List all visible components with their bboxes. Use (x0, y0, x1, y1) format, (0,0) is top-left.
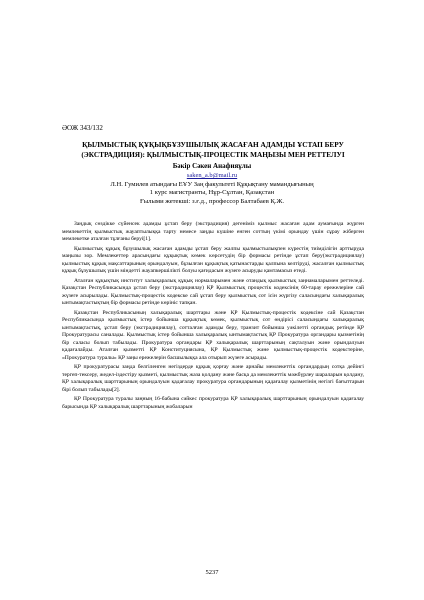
body-paragraph: ҚР прокуратурасы заңда белгіленген негіздерде құқық қорғау және арнайы мемлекеттік органдардың сотқа дейінгі тергеп-тексеру, жедел-іздестіру қызметі, қылмыстық жаза қолдану және басқа да мемлекеттік мәжбүрлеу шараларын қолдану, ҚР халықаралық шарттарының орындалуын қадағалау прокуратура органдарының қадағалау қызметінің негізгі бағыттарын бірі болып табылады[2]. (62, 364, 364, 393)
body-paragraph: Қылмыстық құқық бұзушылық жасаған адамды ұстап беру жалпы қылмыстылықпен күрестің тиімділігін арттыруда маңызы зор. Мемлекеттер арасындағы құқықтық көмек көрсетудің бір формасы ретінде ұстап беру(экстрадициялау) қылмыстық құқық мақсаттарының орындалуын, бұзылған құқықтық қатынастарды қалпына келтіруді, жасалған қылмыстық құқық бұзушылық үшін міндетті жауапкершілікті болуы қағидасын жүзеге асыруды қамтамасыз етеді. (62, 245, 364, 274)
udc-code: ӘОЖ 343/132 (62, 124, 103, 132)
affiliation-block (0, 181, 424, 206)
affiliation-line: Л.Н. Гумилев атындағы ЕҰУ Заң факультеті Құқықтану мамандығының (110, 181, 314, 188)
page-number: 5237 (205, 569, 219, 576)
author-name: Бәкір Сәкен Анафияұлы (172, 162, 252, 170)
article-body (62, 221, 364, 413)
body-paragraph: ҚР Прокуратура туралы заңның 16-бабына сәйкес прокуратура ҚР халықаралық шарттарының орындалуын қадағалау барысында ҚР халықаралық шарттарының жобаларын (62, 396, 364, 410)
body-paragraph: Қазақстан Республикасының халықаралық шарттары және ҚР Қылмыстық-процестік кодексіне сай Қазақстан Республикасында қылмыстық істер бойынша құқықтық көмек, қылмыстық сот өндірісі саласындағы халықаралық ынтымақтастық, ұстап беру (экстрадициялау), сотталған адамды беру, транзит бойынша уәкілетті органдық ретінде ҚР Прокуратурасы саналады. Қылмыстық істер бойынша халықаралық ынтымақтастық ҚР Прокуратура органдары қызметінің бір саласы болып табылады. Прокуратура органдары ҚР халықаралық шарттарының сақталуын және орындалуын қадағалайды. Аталған қызметті ҚР Конституциясына, ҚР Қылмыстық және қылмыстық-процестік кодекстеріне, «Прокуратура туралы» ҚР заңы ережелерін басшылыққа ала отырып жүзеге асырады. (62, 309, 364, 361)
affiliation-line: 1 курс магистранты, Нұр-Сұлтан, Қазақстан (149, 189, 275, 197)
affiliation-line: Ғылыми жетекші: з.ғ.д., профессор Балтабаев Қ.Ж. (139, 197, 285, 205)
article-title: ҚЫЛМЫСТЫҚ ҚҰҚЫҚБҰЗУШЫЛЫҚ ЖАСАҒАН АДАМДЫ ҰСТАП БЕРУ (ЭКСТРАДИЦИЯ): ҚЫЛМЫСТЫҚ-ПРОЦЕСТІК МАҢЫЗЫ МЕН РЕТТЕЛУІ (81, 140, 345, 159)
body-paragraph: Заңдық сөздікке сүйенсек адамды ұстап беру (экстрадиция) дегеніміз қылмыс жасаған адам аумағында жүрген мемлекеттің қылмыстық жауаптылыққа тарту немесе заңды күшіне енген соттың үкімі орындау үшін сұрау жіберген мемлекетке аталған тұлғаны беруі[1]. (62, 221, 364, 242)
author-email-link[interactable]: saken_a.b@mail.ru (186, 172, 238, 179)
body-paragraph: Аталған құқықтық институт халықаралық құқық нормаларымен және отандық қылмыстық заңнамаларымен реттеледі. Қазақстан Республикасында ұстап беру (экстрадициялау) ҚР Қылмыстық процестік кодексінің 60-тарау ережелеріне сай жүзеге асырылады. Қылмыстық-процестік кодекске сай ұстап беру қылмыстық сот ісін жүргізу саласындағы халықаралық ынтымақтастықтың бір формасы ретінде көрініс тапқан. (62, 277, 364, 306)
